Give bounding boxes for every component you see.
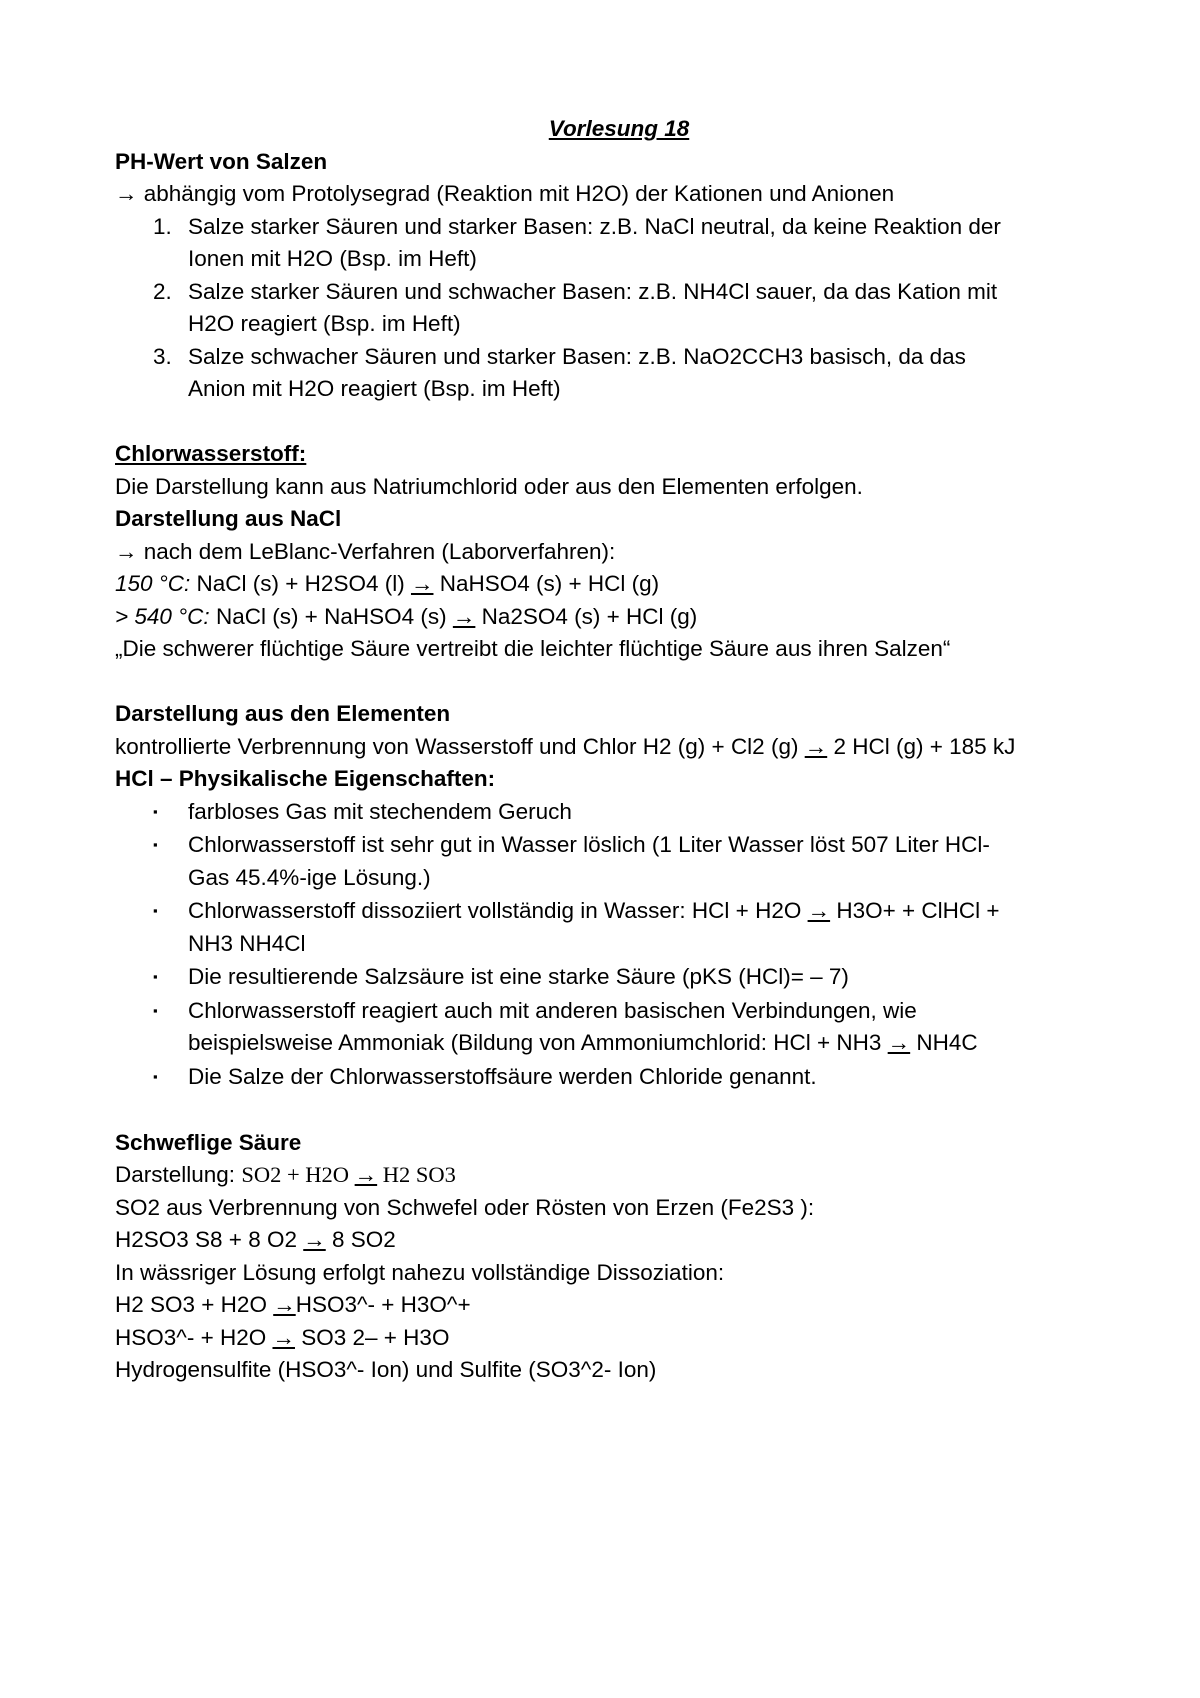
bullet-icon: ▪: [153, 803, 158, 819]
subheading-elements: Darstellung aus den Elementen: [115, 701, 451, 726]
spacer: [115, 1094, 1115, 1127]
list-item: [115, 341, 1115, 406]
list-item-line: Die Salze der Chlorwasserstoffsäure werden Chloride genannt.: [188, 1063, 817, 1089]
reaction-left: beispielsweise Ammoniak (Bildung von Ammoniumchlorid: HCl + NH3: [188, 1030, 888, 1055]
reaction-left: NaCl (s) + H2SO4 (l): [190, 571, 411, 596]
page-title: Vorlesung 18: [548, 116, 690, 141]
leblanc-method: → nach dem LeBlanc-Verfahren (Laborverfahren):: [115, 538, 616, 564]
list-number: 3.: [153, 343, 172, 369]
list-item: [115, 961, 1115, 994]
reaction-line: [115, 1224, 1115, 1257]
list-item-line: farbloses Gas mit stechendem Geruch: [188, 798, 572, 824]
reaction-left: H2SO3 S8 + 8 O2: [115, 1227, 304, 1252]
section-heading-so2: Schweflige Säure: [115, 1129, 302, 1155]
reaction-arrow-icon: →: [410, 571, 434, 596]
reaction-arrow-icon: →: [354, 1162, 378, 1187]
reaction-line: [115, 601, 1115, 634]
list-item-line: NH3 NH4Cl: [188, 930, 306, 956]
list-item: [115, 895, 1115, 960]
bullet-icon: ▪: [153, 969, 158, 984]
section-heading-ph: PH-Wert von Salzen: [115, 148, 328, 174]
ph-intro: → abhängig vom Protolysegrad (Reaktion mit H2O) der Kationen und Anionen: [115, 181, 895, 206]
list-item-line: Chlorwasserstoff reagiert auch mit anderen basischen Verbindungen, wie: [188, 997, 917, 1023]
reaction-right: H2 SO3: [377, 1162, 456, 1187]
reaction-arrow-icon: →: [887, 1030, 911, 1055]
reaction-arrow-icon: →: [272, 1324, 295, 1350]
quote-line: „Die schwerer flüchtige Säure vertreibt die leichter flüchtige Säure aus ihren Salzen“: [115, 636, 951, 661]
reaction-right: 2 HCl (g) + 185 kJ: [827, 733, 1016, 759]
ions-text: Hydrogensulfite (HSO3^- Ion) und Sulfite (SO3^2- Ion): [115, 1357, 657, 1382]
reaction-line: [115, 731, 1115, 764]
reaction-right: Na2SO4 (s) + HCl (g): [475, 603, 698, 629]
list-item: [115, 211, 1115, 276]
reaction-arrow-icon: →: [273, 1292, 296, 1317]
spacer: [115, 406, 1115, 439]
list-item-line: H2O reagiert (Bsp. im Heft): [188, 311, 461, 336]
prep-label: Darstellung:: [115, 1162, 242, 1187]
reaction-left: kontrollierte Verbrennung von Wasserstoff und Chlor H2 (g) + Cl2 (g): [115, 733, 805, 759]
subheading-properties: HCl – Physikalische Eigenschaften:: [115, 766, 496, 791]
document-content: [115, 113, 1115, 1387]
reaction-condition: 150 °C:: [115, 571, 191, 596]
reaction-left: H2 SO3 + H2O: [115, 1292, 274, 1317]
list-item-line: Salze schwacher Säuren und starker Basen: z.B. NaO2CCH3 basisch, da das: [188, 343, 966, 369]
spacer: [115, 666, 1115, 699]
bullet-icon: ▪: [153, 837, 158, 852]
list-item-line: Salze starker Säuren und starker Basen: z.B. NaCl neutral, da keine Reaktion der: [188, 213, 1001, 239]
list-item-line: [188, 895, 1115, 928]
list-item: [115, 829, 1115, 894]
list-item-line: Ionen mit H2O (Bsp. im Heft): [188, 246, 477, 271]
reaction-left: SO2 + H2O: [241, 1162, 355, 1187]
reaction-right: NaHSO4 (s) + HCl (g): [433, 571, 660, 596]
list-number: 1.: [153, 213, 172, 239]
list-item-line: [188, 1027, 1115, 1060]
reaction-right: 8 SO2: [325, 1227, 396, 1252]
reaction-line: [115, 1159, 1115, 1192]
list-item: [115, 796, 1115, 829]
reaction-arrow-icon: →: [303, 1227, 326, 1252]
subheading-nacl: Darstellung aus NaCl: [115, 506, 342, 531]
list-item-line: Die resultierende Salzsäure ist eine starke Säure (pKS (HCl)= – 7): [188, 964, 849, 989]
reaction-line: [115, 1289, 1115, 1322]
reaction-left: HSO3^- + H2O: [115, 1324, 273, 1350]
list-item: [115, 276, 1115, 341]
reaction-line: [115, 568, 1115, 601]
list-item-line: Salze starker Säuren und schwacher Basen: z.B. NH4Cl sauer, da das Kation mit: [188, 278, 998, 304]
section-heading-hcl: Chlorwasserstoff:: [115, 441, 307, 466]
list-item-line: Chlorwasserstoff ist sehr gut in Wasser löslich (1 Liter Wasser löst 507 Liter HCl-: [188, 832, 990, 857]
list-item: [115, 1061, 1115, 1094]
reaction-arrow-icon: →: [804, 733, 828, 759]
reaction-arrow-icon: →: [807, 898, 831, 923]
bullet-icon: ▪: [153, 1068, 158, 1084]
reaction-line: [115, 1322, 1115, 1355]
reaction-right: H3O+ + ClHCl +: [830, 898, 1000, 923]
dissociation-text: In wässriger Lösung erfolgt nahezu vollständige Dissoziation:: [115, 1259, 725, 1285]
list-item-line: Gas 45.4%-ige Lösung.): [188, 864, 431, 890]
so2-source: SO2 aus Verbrennung von Schwefel oder Rösten von Erzen (Fe2S3 ):: [115, 1194, 815, 1220]
list-item: [115, 995, 1115, 1060]
reaction-right: NH4C: [910, 1030, 978, 1055]
list-item-line: Anion mit H2O reagiert (Bsp. im Heft): [188, 376, 561, 401]
bullet-icon: ▪: [153, 903, 158, 918]
list-number: 2.: [153, 278, 172, 304]
reaction-arrow-icon: →: [452, 603, 476, 629]
reaction-condition: > 540 °C:: [115, 603, 210, 629]
reaction-right: SO3 2– + H3O: [294, 1324, 450, 1350]
hcl-intro: Die Darstellung kann aus Natriumchlorid oder aus den Elementen erfolgen.: [115, 473, 863, 499]
reaction-left: NaCl (s) + NaHSO4 (s): [209, 603, 453, 629]
reaction-right: HSO3^- + H3O^+: [295, 1292, 471, 1317]
reaction-left: Chlorwasserstoff dissoziiert vollständig in Wasser: HCl + H2O: [188, 898, 808, 923]
bullet-icon: ▪: [153, 1002, 158, 1018]
